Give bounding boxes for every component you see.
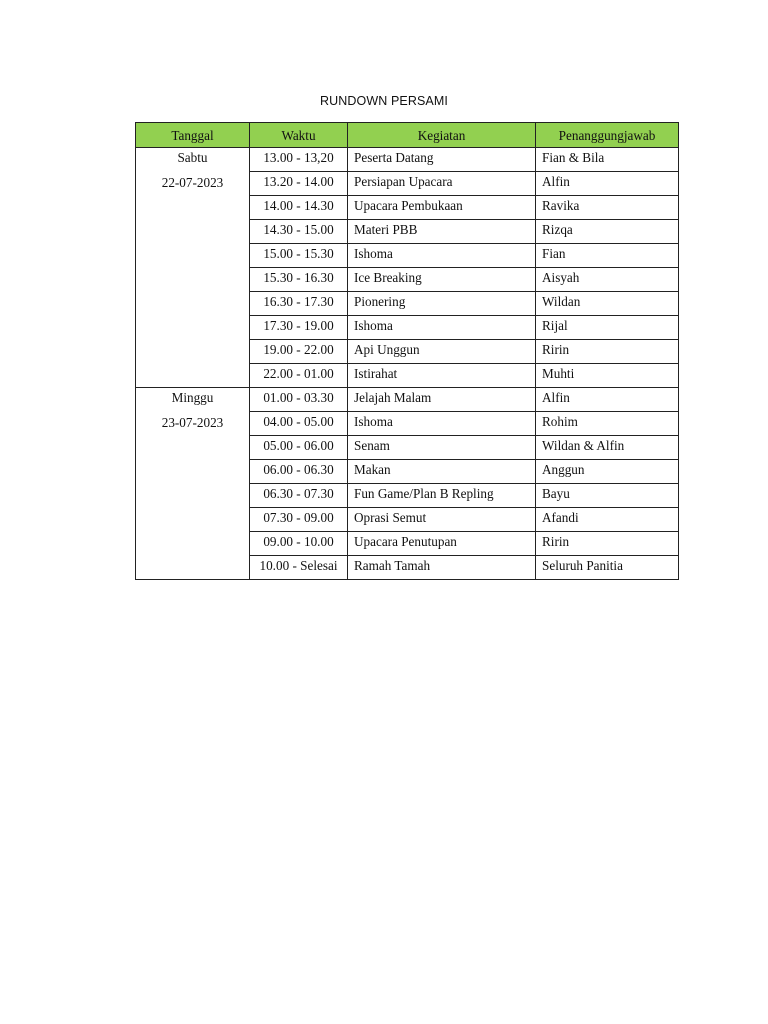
- pic-cell: Ravika: [536, 196, 679, 220]
- time-cell: 17.30 - 19.00: [250, 316, 348, 340]
- time-cell: 14.30 - 15.00: [250, 220, 348, 244]
- activity-cell: Ramah Tamah: [348, 556, 536, 580]
- pic-cell: Alfin: [536, 388, 679, 412]
- table-body: [136, 148, 679, 580]
- pic-cell: Rijal: [536, 316, 679, 340]
- table-header-row: [136, 123, 679, 148]
- pic-cell: Fian & Bila: [536, 148, 679, 172]
- day-name: Minggu: [171, 390, 214, 405]
- activity-cell: Persiapan Upacara: [348, 172, 536, 196]
- pic-cell: Anggun: [536, 460, 679, 484]
- activity-cell: Ishoma: [348, 316, 536, 340]
- date-value: 22-07-2023: [161, 175, 224, 190]
- time-cell: 16.30 - 17.30: [250, 292, 348, 316]
- pic-cell: Seluruh Panitia: [536, 556, 679, 580]
- pic-cell: Aisyah: [536, 268, 679, 292]
- time-cell: 13.00 - 13,20: [250, 148, 348, 172]
- header-tanggal: Tanggal: [136, 123, 250, 148]
- header-penanggungjawab: Penanggungjawab: [536, 123, 679, 148]
- activity-cell: Api Unggun: [348, 340, 536, 364]
- header-waktu: Waktu: [250, 123, 348, 148]
- date-cell: [136, 148, 250, 388]
- day-name: Sabtu: [177, 150, 208, 165]
- activity-cell: Pionering: [348, 292, 536, 316]
- time-cell: 19.00 - 22.00: [250, 340, 348, 364]
- time-cell: 22.00 - 01.00: [250, 364, 348, 388]
- time-cell: 06.00 - 06.30: [250, 460, 348, 484]
- pic-cell: Afandi: [536, 508, 679, 532]
- time-cell: 15.00 - 15.30: [250, 244, 348, 268]
- date-value: 23-07-2023: [161, 415, 224, 430]
- time-cell: 10.00 - Selesai: [250, 556, 348, 580]
- time-cell: 05.00 - 06.00: [250, 436, 348, 460]
- pic-cell: Rohim: [536, 412, 679, 436]
- activity-cell: Ice Breaking: [348, 268, 536, 292]
- activity-cell: Materi PBB: [348, 220, 536, 244]
- time-cell: 09.00 - 10.00: [250, 532, 348, 556]
- table-row: [136, 388, 679, 412]
- activity-cell: Makan: [348, 460, 536, 484]
- pic-cell: Ririn: [536, 340, 679, 364]
- activity-cell: Peserta Datang: [348, 148, 536, 172]
- time-cell: 13.20 - 14.00: [250, 172, 348, 196]
- pic-cell: Muhti: [536, 364, 679, 388]
- time-cell: 04.00 - 05.00: [250, 412, 348, 436]
- page-title: RUNDOWN PERSAMI: [320, 94, 448, 108]
- activity-cell: Ishoma: [348, 244, 536, 268]
- time-cell: 14.00 - 14.30: [250, 196, 348, 220]
- table-row: [136, 148, 679, 172]
- pic-cell: Bayu: [536, 484, 679, 508]
- time-cell: 01.00 - 03.30: [250, 388, 348, 412]
- pic-cell: Wildan & Alfin: [536, 436, 679, 460]
- time-cell: 06.30 - 07.30: [250, 484, 348, 508]
- activity-cell: Istirahat: [348, 364, 536, 388]
- activity-cell: Senam: [348, 436, 536, 460]
- pic-cell: Ririn: [536, 532, 679, 556]
- activity-cell: Ishoma: [348, 412, 536, 436]
- activity-cell: Jelajah Malam: [348, 388, 536, 412]
- header-kegiatan: Kegiatan: [348, 123, 536, 148]
- activity-cell: Fun Game/Plan B Repling: [348, 484, 536, 508]
- activity-cell: Upacara Pembukaan: [348, 196, 536, 220]
- activity-cell: Upacara Penutupan: [348, 532, 536, 556]
- pic-cell: Fian: [536, 244, 679, 268]
- pic-cell: Wildan: [536, 292, 679, 316]
- rundown-table: [135, 122, 679, 580]
- time-cell: 15.30 - 16.30: [250, 268, 348, 292]
- date-cell: [136, 388, 250, 580]
- activity-cell: Oprasi Semut: [348, 508, 536, 532]
- time-cell: 07.30 - 09.00: [250, 508, 348, 532]
- pic-cell: Rizqa: [536, 220, 679, 244]
- pic-cell: Alfin: [536, 172, 679, 196]
